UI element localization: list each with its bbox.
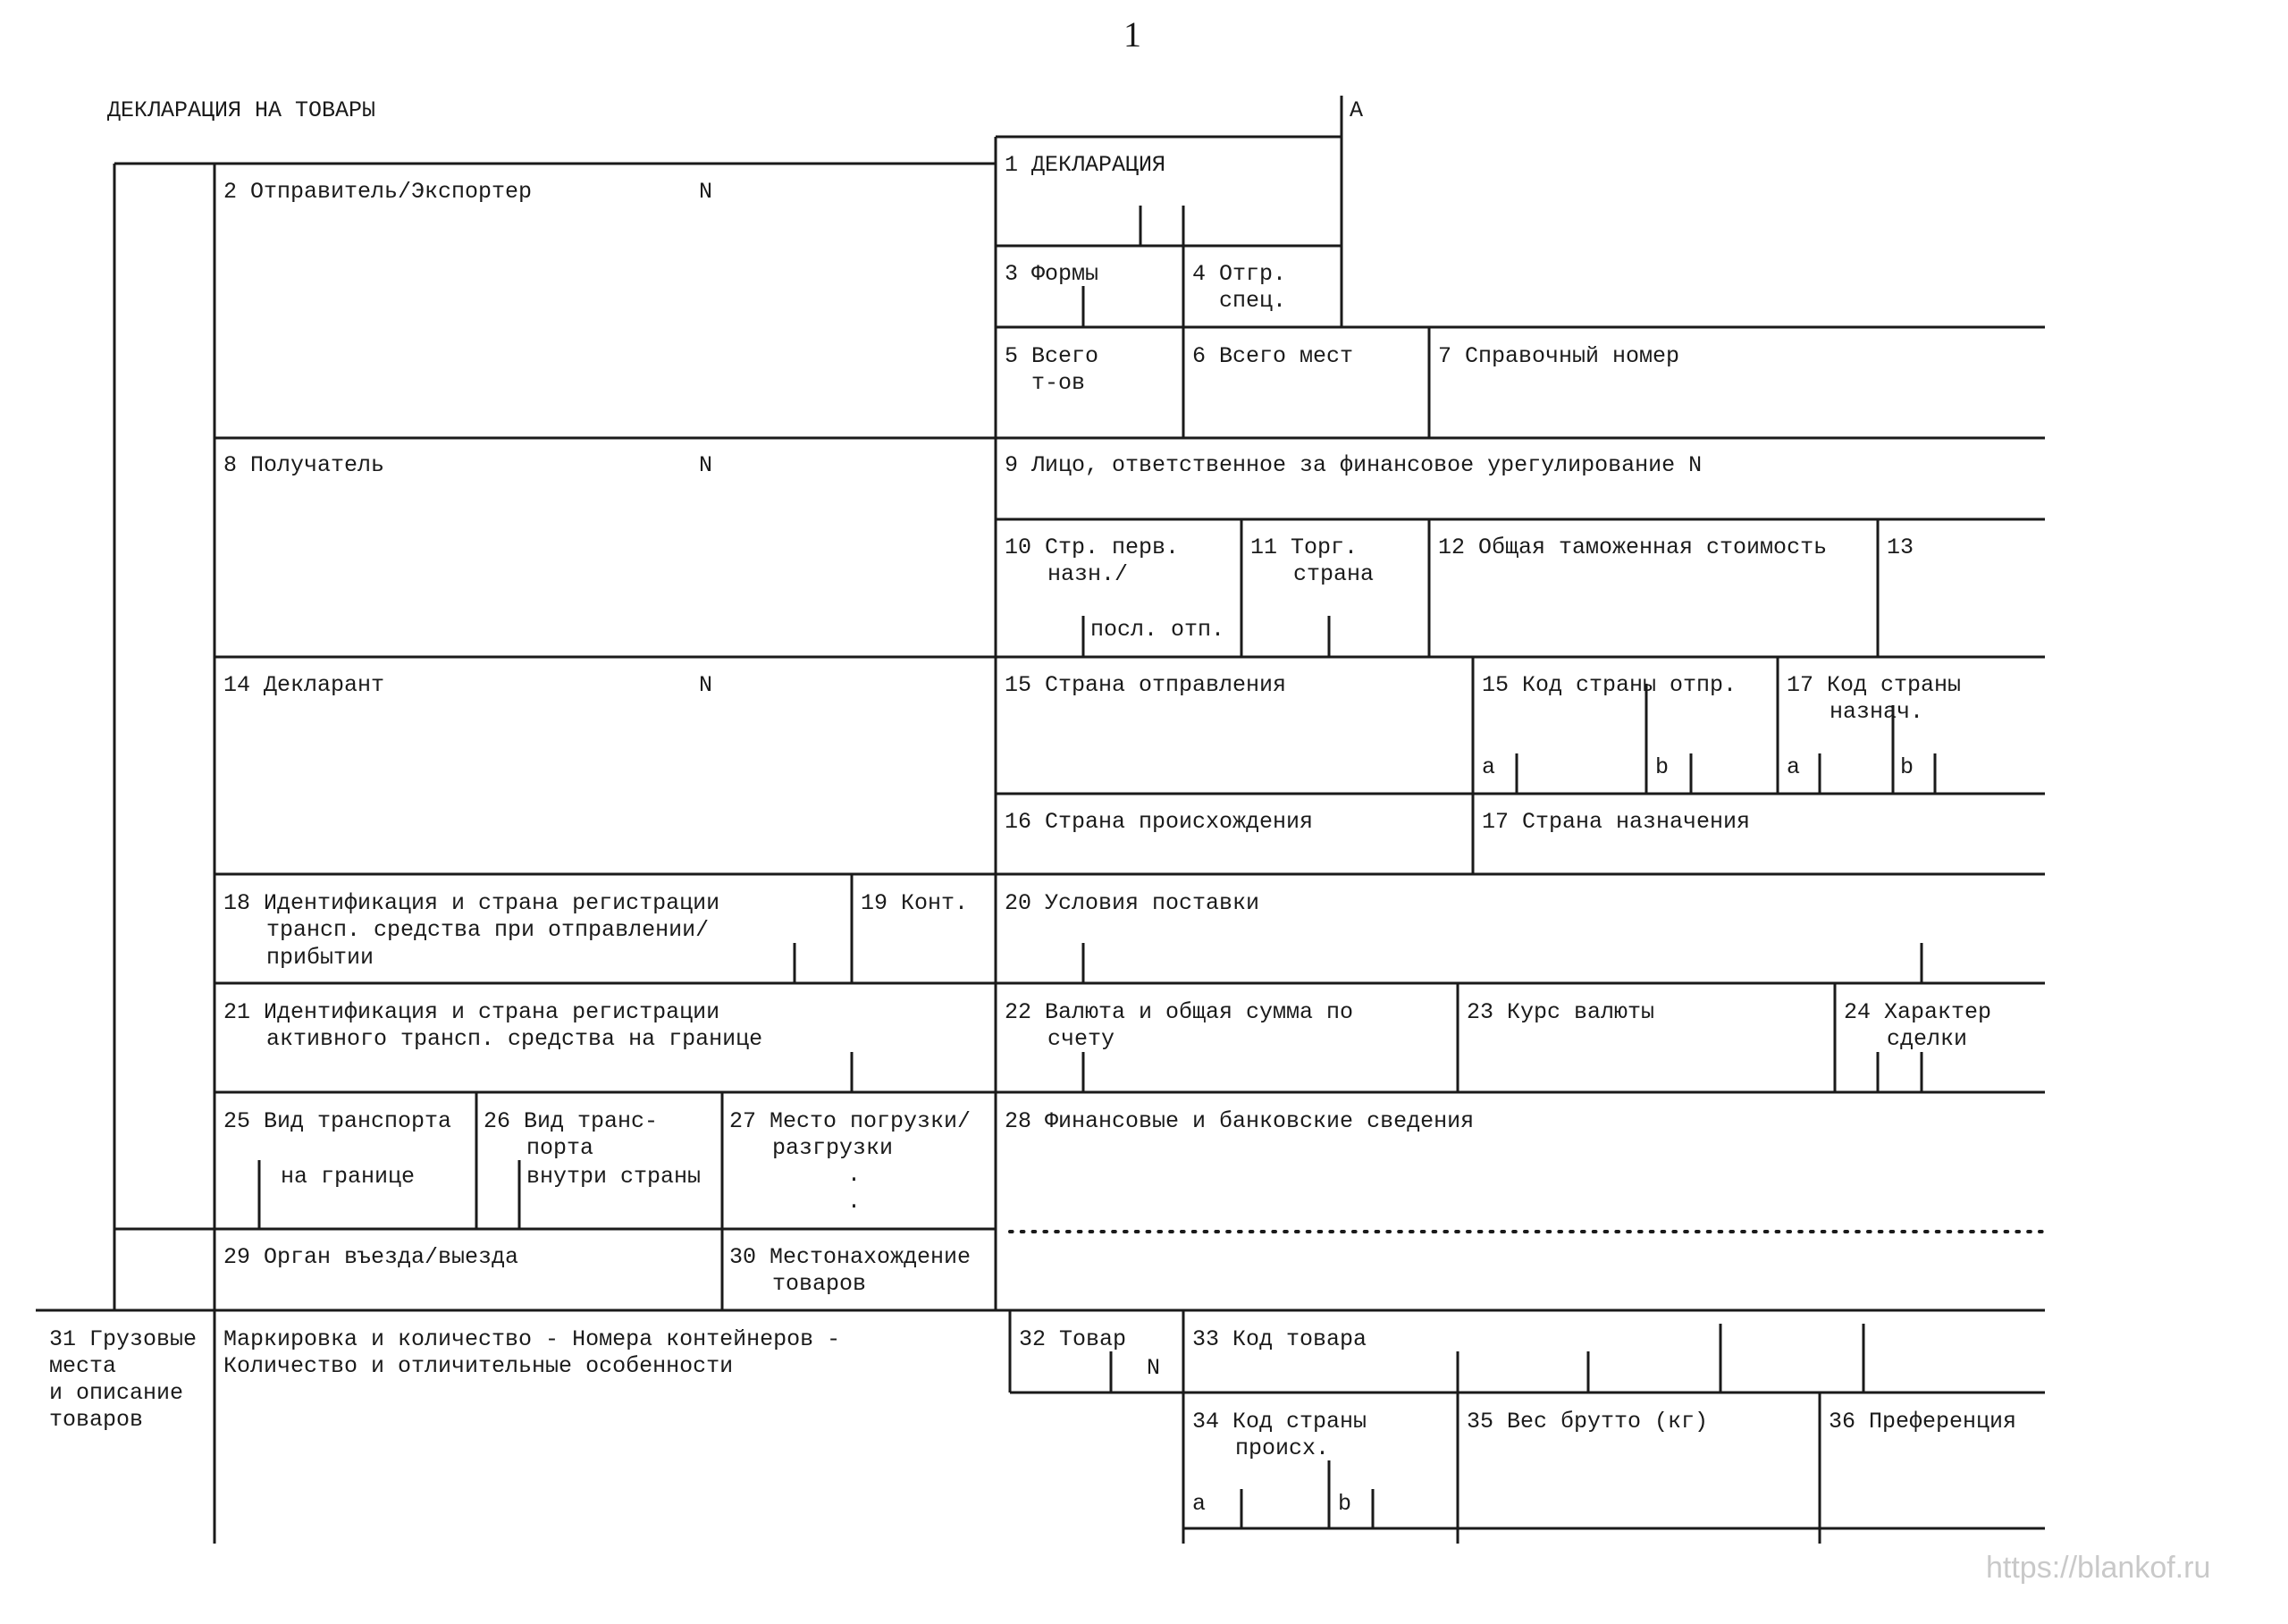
box-16-title: 16 Страна происхождения bbox=[1005, 809, 1314, 835]
box-25-title: 25 Вид транспорта bbox=[223, 1108, 452, 1134]
box-17-code-title-line1: 17 Код страны bbox=[1787, 672, 1962, 698]
box-18-title-line2: трансп. средства при отправлении/ bbox=[266, 917, 710, 943]
box-20-title: 20 Условия поставки bbox=[1005, 890, 1260, 916]
box-13-title: 13 bbox=[1887, 534, 1914, 560]
box-6-title: 6 Всего мест bbox=[1192, 343, 1354, 369]
box-11-title-line2: страна bbox=[1293, 561, 1375, 587]
page-number: 1 bbox=[1123, 14, 1141, 55]
box-10-title-line2: назн./ bbox=[1047, 561, 1129, 587]
box-24-title-line2: сделки bbox=[1887, 1026, 1968, 1052]
box-21-title-line1: 21 Идентификация и страна регистрации bbox=[223, 999, 720, 1025]
box-24-title-line1: 24 Характер bbox=[1844, 999, 1992, 1025]
box-34-a: a bbox=[1192, 1491, 1207, 1517]
box-27-dot-1: . bbox=[847, 1162, 862, 1188]
box-17-code-b: b bbox=[1900, 754, 1914, 780]
box-29-title: 29 Орган въезда/выезда bbox=[223, 1244, 519, 1270]
box-4-title-line2: спец. bbox=[1219, 288, 1287, 314]
box-22-title-line1: 22 Валюта и общая сумма по bbox=[1005, 999, 1354, 1025]
box-28-title: 28 Финансовые и банковские сведения bbox=[1005, 1108, 1475, 1134]
box-17-code-a: a bbox=[1787, 754, 1801, 780]
box-23-title: 23 Курс валюты bbox=[1467, 999, 1655, 1025]
box-8-title: 8 Получатель bbox=[223, 452, 385, 478]
box-14-title: 14 Декларант bbox=[223, 672, 385, 698]
box-8-n: N bbox=[699, 452, 713, 478]
box-31-title-line1: 31 Грузовые bbox=[49, 1326, 198, 1352]
box-18-title-line1: 18 Идентификация и страна регистрации bbox=[223, 890, 720, 916]
box-27-dot-2: . bbox=[847, 1189, 862, 1215]
box-7-title: 7 Справочный номер bbox=[1438, 343, 1680, 369]
box-27-title-line2: разгрузки bbox=[772, 1135, 894, 1161]
box-22-title-line2: счету bbox=[1047, 1026, 1115, 1052]
box-9-title: 9 Лицо, ответственное за финансовое урегулирование N bbox=[1005, 452, 1703, 478]
box-30-title-line2: товаров bbox=[772, 1271, 867, 1297]
box-31-title-line4: товаров bbox=[49, 1407, 144, 1433]
box-10-title-line3: посл. отп. bbox=[1090, 617, 1225, 643]
box-34-title-line1: 34 Код страны bbox=[1192, 1409, 1367, 1435]
box-31-title-line3: и описание bbox=[49, 1380, 184, 1406]
watermark: https://blankof.ru bbox=[1986, 1551, 2211, 1585]
box-26-title-line2: порта bbox=[526, 1135, 594, 1161]
box-15-code-title: 15 Код страны отпр. bbox=[1482, 672, 1737, 698]
box-26-title-line1: 26 Вид транс- bbox=[484, 1108, 659, 1134]
box-2-n: N bbox=[699, 179, 713, 205]
box-17-code-title-line2: назнач. bbox=[1830, 699, 1924, 725]
box-32-n: N bbox=[1147, 1355, 1161, 1381]
box-15-title: 15 Страна отправления bbox=[1005, 672, 1287, 698]
box-19-title: 19 Конт. bbox=[861, 890, 969, 916]
box-1-title: 1 ДЕКЛАРАЦИЯ bbox=[1005, 152, 1166, 178]
box-31-description-line2: Количество и отличительные особенности bbox=[223, 1353, 734, 1379]
box-34-b: b bbox=[1338, 1491, 1352, 1517]
box-14-n: N bbox=[699, 672, 713, 698]
box-33-title: 33 Код товара bbox=[1192, 1326, 1367, 1352]
box-5-title-line2: т-ов bbox=[1031, 370, 1086, 396]
box-15-code-a: a bbox=[1482, 754, 1496, 780]
box-32-title: 32 Товар bbox=[1019, 1326, 1127, 1352]
box-25-sub: на границе bbox=[281, 1164, 416, 1190]
box-21-title-line2: активного трансп. средства на границе bbox=[266, 1026, 763, 1052]
box-36-title: 36 Преференция bbox=[1829, 1409, 2017, 1435]
box-11-title-line1: 11 Торг. bbox=[1250, 534, 1358, 560]
box-17-title: 17 Страна назначения bbox=[1482, 809, 1751, 835]
box-18-title-line3: прибытии bbox=[266, 945, 374, 971]
box-4-title-line1: 4 Отгр. bbox=[1192, 261, 1287, 287]
box-30-title-line1: 30 Местонахождение bbox=[729, 1244, 972, 1270]
box-12-title: 12 Общая таможенная стоимость bbox=[1438, 534, 1828, 560]
box-15-code-b: b bbox=[1655, 754, 1670, 780]
box-31-description-line1: Маркировка и количество - Номера контейнеров - bbox=[223, 1326, 841, 1352]
box-a-label: А bbox=[1350, 97, 1364, 123]
box-2-title: 2 Отправитель/Экспортер bbox=[223, 179, 533, 205]
box-35-title: 35 Вес брутто (кг) bbox=[1467, 1409, 1709, 1435]
box-31-title-line2: места bbox=[49, 1353, 117, 1379]
box-5-title-line1: 5 Всего bbox=[1005, 343, 1099, 369]
box-10-title-line1: 10 Стр. перв. bbox=[1005, 534, 1180, 560]
box-26-sub: внутри страны bbox=[526, 1164, 702, 1190]
box-3-title: 3 Формы bbox=[1005, 261, 1099, 287]
box-34-title-line2: происх. bbox=[1235, 1435, 1330, 1461]
box-27-title-line1: 27 Место погрузки/ bbox=[729, 1108, 972, 1134]
form-title: ДЕКЛАРАЦИЯ НА ТОВАРЫ bbox=[107, 97, 376, 123]
